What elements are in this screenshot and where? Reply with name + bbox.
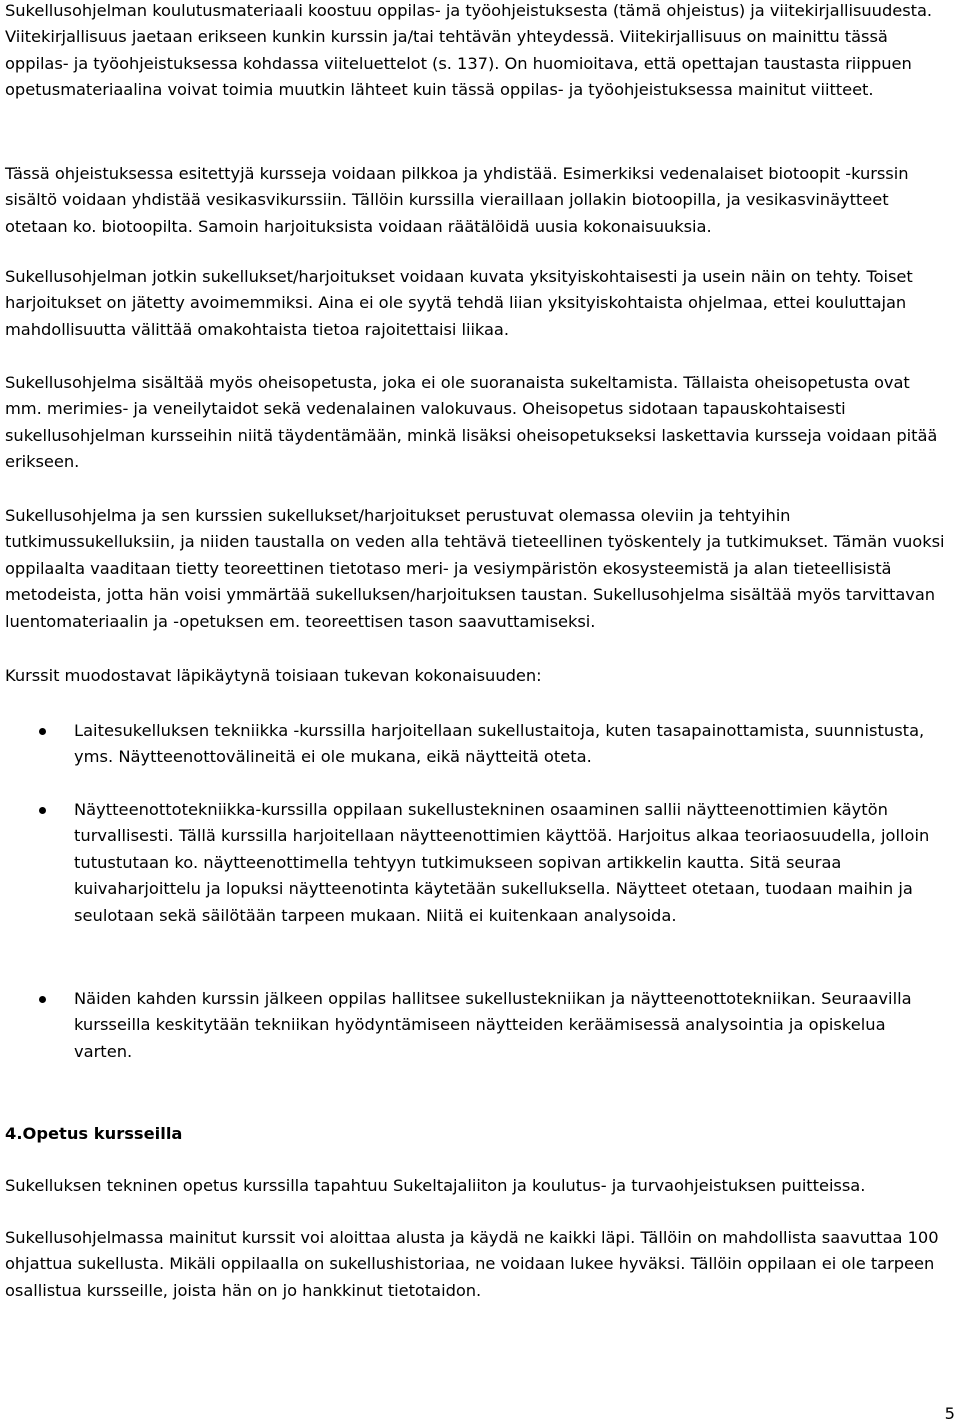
bullet-text: Laitesukelluksen tekniikka -kurssilla harjoitellaan sukellustaitoja, kuten tasapainottamista, suunnistusta, yms. Näytteenottovälineitä ei ole mukana, eikä näytteitä oteta. (74, 721, 925, 767)
paragraph-scientific-basis: Sukellusohjelma ja sen kurssien sukellukset/harjoitukset perustuvat olemassa oleviin ja tehtyihin tutkimussukelluksiin, ja niiden taustalla on veden alla tehtävä tieteellinen työskentely ja tutkimukset. Tämän vuoksi oppilaalta vaaditaan tietty teoreettinen tietotaso meri- ja vesiympäristön ekosysteemistä ja alan tieteellisistä metodeista, jotta hän voisi ymmärtää sukelluksen/harjoituksen taustan. Sukellusohjelma sisältää myös tarvittavan luentomateriaalin ja -opetuksen em. teoreettisen tason saavuttamiseksi. (5, 506, 945, 631)
paragraph-course-progress: Sukellusohjelmassa mainitut kurssit voi aloittaa alusta ja käydä ne kaikki läpi. Tällöin on mahdollista saavuttaa 100 ohjattua sukellusta. Mikäli oppilaalla on sukellushistoriaa, ne voidaan lukee hyväksi. Tällöin oppilaan ei ole tarpeen osallistua kursseille, joista hän on jo hankkinut tietotaidon. (5, 1228, 939, 1300)
bullet-icon (39, 728, 46, 735)
section-heading: 4.Opetus kursseilla (5, 1124, 183, 1143)
page-number: 5 (944, 1404, 955, 1423)
paragraph-intro: Sukellusohjelman koulutusmateriaali koostuu oppilas- ja työohjeistuksesta (tämä ohjeistus) ja viitekirjallisuudesta. Viitekirjallisuus jaetaan erikseen kunkin kurssin ja/tai tehtävän yhteydessä. Viitekirjallisuus on mainittu tässä oppilas- ja työohjeistuksessa kohdassa viiteluettelot (s. 137). On huomioitava, että opettajan taustasta riippuen opetusmateriaalina voivat toimia muutkin lähteet kuin tässä oppilas- ja työohjeistuksessa mainitut viitteet. (5, 1, 933, 100)
paragraph-course-combining: Tässä ohjeistuksessa esitettyjä kursseja voidaan pilkkoa ja yhdistää. Esimerkiksi vedenalaiset biotoopit -kurssin sisältö voidaan yhdistää vesikasvikurssiin. Tällöin kurssilla vieraillaan jollakin biotoopilla, ja vesikasvinäytteet otetaan ko. biotoopilta. Samoin harjoituksista voidaan räätälöidä uusia kokonaisuuksia. (5, 164, 909, 236)
bullet-icon (39, 996, 46, 1003)
paragraph-list-intro: Kurssit muodostavat läpikäytynä toisiaan tukevan kokonaisuuden: (5, 666, 542, 685)
paragraph-supplementary-teaching: Sukellusohjelma sisältää myös oheisopetusta, joka ei ole suoranaista sukeltamista. Tällaista oheisopetusta ovat mm. merimies- ja veneilytaidot sekä vedenalainen valokuvaus. Oheisopetus sidotaan tapauskohtaisesti sukellusohjelman kursseihin niitä täydentämään, minkä lisäksi oheisopetukseksi laskettavia kursseja voidaan pitää erikseen. (5, 373, 938, 472)
bullet-text: Näytteenottotekniikka-kurssilla oppilaan sukellustekninen osaaminen sallii näytteenottimien käytön turvallisesti. Tällä kurssilla harjoitellaan näytteenottimien käyttöä. Harjoitus alkaa teoriaosuudella, jolloin tutustutaan ko. näytteenottimella tehtyyn tutkimukseen sopivan artikkelin kautta. Sitä seuraa kuivaharjoittelu ja lopuksi näytteenotinta käytetään sukelluksella. Näytteet otetaan, tuodaan maihin ja seulotaan sekä säilötään tarpeen mukaan. Niitä ei kuitenkaan analysoida. (74, 800, 930, 925)
paragraph-technical-teaching: Sukelluksen tekninen opetus kurssilla tapahtuu Sukeltajaliiton ja koulutus- ja turvaohjeistuksen puitteissa. (5, 1176, 866, 1195)
bullet-icon (39, 807, 46, 814)
bullet-text: Näiden kahden kurssin jälkeen oppilas hallitsee sukellustekniikan ja näytteenottotekniikan. Seuraavilla kursseilla keskitytään tekniikan hyödyntämiseen näytteiden keräämisessä analysointia ja opiskelua varten. (74, 989, 912, 1061)
paragraph-detail-level: Sukellusohjelman jotkin sukellukset/harjoitukset voidaan kuvata yksityiskohtaisesti ja usein näin on tehty. Toiset harjoitukset on jätetty avoimemmiksi. Aina ei ole syytä tehdä liian yksityiskohtaista ohjelmaa, ettei kouluttajan mahdollisuutta välittää omakohtaista tietoa rajoitettaisi liikaa. (5, 267, 913, 339)
